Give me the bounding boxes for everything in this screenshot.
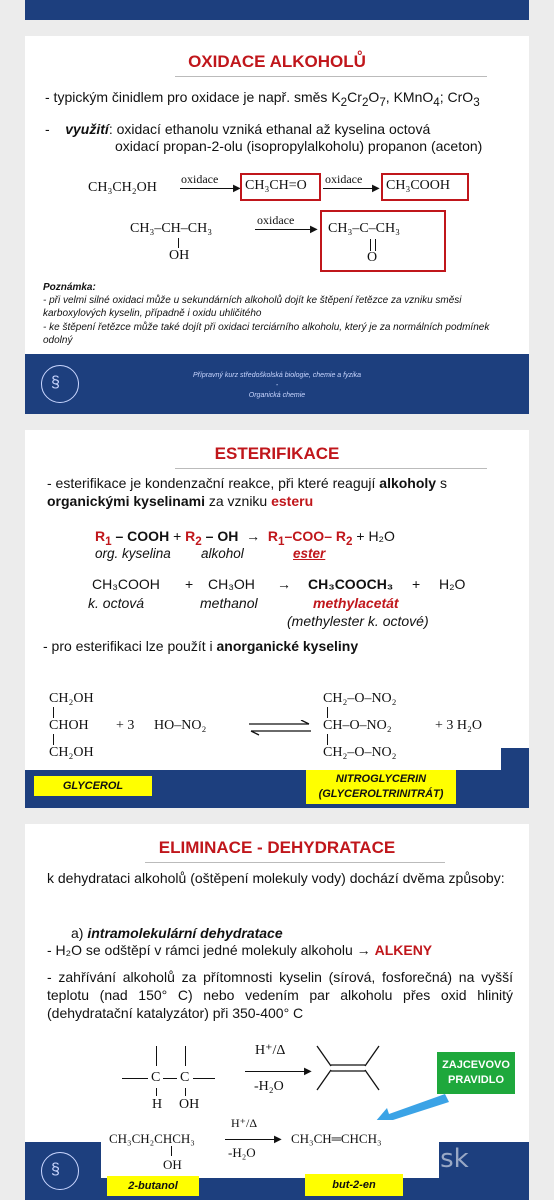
example-alcohol: CH₃OH [208,576,255,592]
slide-title: OXIDACE ALKOHOLŮ [188,52,366,71]
arrow-head: ▶ [233,183,241,194]
example-plus: + [185,576,194,592]
butene-formula: CH₃CH═CHCH₃ [291,1131,382,1146]
use-line-1: - využití: oxidací ethanolu vzniká ethanal až kyselina octová [45,121,431,137]
nitro-line: CH–O–NO₂ [323,718,392,733]
example-label-ester: methylacetát [313,595,399,611]
arrow-label-oxidace-1: oxidace [181,172,219,186]
bond-line [156,1046,157,1066]
alkenes-line: - H₂O se odštěpí v rámci jedné molekuly alkoholu → ALKENY [47,942,433,958]
ethanol-formula: CH₃CH₂OH [88,180,157,195]
label-org-acid: org. kyselina [95,546,171,561]
example-water: H₂O [439,576,466,592]
arrow-head: ▶ [372,183,380,194]
slide-title: ESTERIFIKACE [214,444,340,463]
condition-water-loss-2: -H₂O [228,1145,256,1160]
intro-line-1: - esterifikace je kondenzační reakce, při které reagují alkoholy s [47,475,447,491]
use-line-2: oxidací propan-2-olu (isopropylalkoholu) propanon (aceton) [115,138,483,154]
example-acid: CH₃COOH [92,576,160,592]
glycerol-line: CH₂OH [49,745,94,760]
reaction-arrow [323,188,375,189]
zajcev-rule-badge: ZAJCEVOVO PRAVIDLO [437,1052,515,1094]
nitro-line: CH₂–O–NO₂ [323,745,397,760]
label-alcohol: alkohol [201,546,244,561]
bond-line [185,1088,186,1096]
glycerol-line: CHOH [49,718,89,733]
intro-text: k dehydrataci alkoholů (oštěpení molekuly vody) dochází dvěma způsoby: [47,870,505,886]
example-arrow: → [277,576,291,592]
butene-label: but-2-en [305,1174,403,1196]
reaction-arrow [180,188,236,189]
bond-line [122,1078,148,1079]
acetic-acid-formula: CH₃COOH [386,178,450,193]
reagent-line: - typickým činidlem pro oxidace je např. směs $K_2Cr_2O_7$, KMnO$_4$; CrO$_3$ [45,89,480,109]
general-equation: $R_1$ – COOH + $R_2$ – OH → $R_1-COO-$ $R_2 + H_2O$ [95,528,395,548]
watermark: Bazos.sk [355,1144,469,1174]
isopropanol-oh: OH [169,248,190,263]
slide-footer [25,354,529,414]
title-divider [175,468,487,469]
slide-title: ELIMINACE - DEHYDRATACE [158,838,396,857]
bond-line [193,1078,215,1079]
note-1: - při velmi silné oxidaci může u sekundárních alkoholů dojít ke štěpení řetězce za vzniku směsi karboxylových kyselin, případně i oxidu uhličitého [43,295,462,319]
inorganic-line: - pro esterifikaci lze použít i anorganické kyseliny [43,638,359,654]
butanol-label: 2-butanol [107,1176,199,1196]
bond-line [53,734,54,745]
note-title: Poznámka: [43,282,96,293]
isopropanol-formula: CH₃–CH–CH₃ [130,221,213,236]
bond-line [185,1046,186,1066]
example-label-acid: k. octová [88,595,145,611]
arrow-head: ▶ [310,224,318,235]
example-label-ester-2: (methylester k. octové) [287,613,429,629]
title-divider [145,862,445,863]
nitroglycerin-label: NITROGLYCERIN (GLYCEROLTRINITRÁT) [306,770,456,804]
water-product: + 3 H₂O [435,718,482,733]
bond-line [171,1146,172,1156]
method-a: a) intramolekulární dehydratace [71,925,283,941]
example-plus: + [412,576,421,592]
conditions-text: - zahřívání alkoholů za přítomnosti kyselin (sírová, fosforečná) na vyšší teplotu (nad 150° C) nebo vedením par alkoholu přes oxid hlinitý (dehydratační katalyzátor) při 350-400° C [47,969,513,1021]
equilibrium-arrows-icon [247,720,313,736]
acetone-formula: CH₃–C–CH₃ [328,221,400,236]
glycerol-line: CH₂OH [49,691,94,706]
hydroxyl-group: OH [179,1097,200,1112]
slide-esterifikace [25,430,529,808]
condition-acid-heat: H⁺/Δ [255,1043,286,1058]
carbon-atom: C [151,1070,161,1085]
bond-line [53,707,54,718]
arrow-label-oxidace-2: oxidace [325,172,363,186]
footer-subject: Organická chemie [248,392,306,399]
intro-line-2: organickými kyselinami za vzniku esteru [47,493,314,509]
reaction-arrow [225,1139,277,1140]
example-label-alcohol: methanol [200,595,258,611]
condition-acid-heat-2: H⁺/Δ [231,1116,258,1130]
example-ester: CH₃COOCH₃ [308,576,394,592]
reaction-arrow [255,229,313,230]
bond-line [163,1078,177,1079]
arrow-head: ▶ [274,1134,282,1145]
butanol-oh: OH [163,1157,182,1172]
carbon-atom: C [180,1070,190,1085]
arrow-label-oxidace-3: oxidace [257,213,295,227]
glycerol-label: GLYCEROL [34,776,152,796]
footer-dash: - [275,382,279,389]
university-logo-icon: § [41,1152,79,1190]
university-logo-icon: § [41,365,79,403]
note-2: - ke štěpení řetězce může také dojít při oxidaci terciárního alkoholu, který je za normálních podmínek odolný [43,322,490,346]
label-ester: ester [293,546,326,561]
arrow-head: ▶ [304,1066,312,1077]
hydrogen-atom: H [152,1097,163,1112]
title-divider [175,76,487,77]
reaction-arrow [245,1071,307,1072]
footer-course: Přípravný kurz středoškolská biologie, chemie a fyzika [192,372,362,379]
slide-oxidace [25,36,529,414]
ethanal-formula: CH₃CH=O [245,178,307,193]
bond-line [156,1088,157,1096]
bond-line [327,707,328,718]
butanol-formula: CH₃CH₂CHCH₃ [109,1131,195,1146]
acetone-o: O [367,250,378,265]
nitric-acid: HO–NO₂ [154,718,207,733]
plus-three: + 3 [116,718,135,733]
condition-water-loss: -H₂O [254,1079,284,1094]
top-slide-strip [25,0,529,20]
slide-eliminace [25,824,529,1200]
nitro-line: CH₂–O–NO₂ [323,691,397,706]
bond-line [327,734,328,745]
